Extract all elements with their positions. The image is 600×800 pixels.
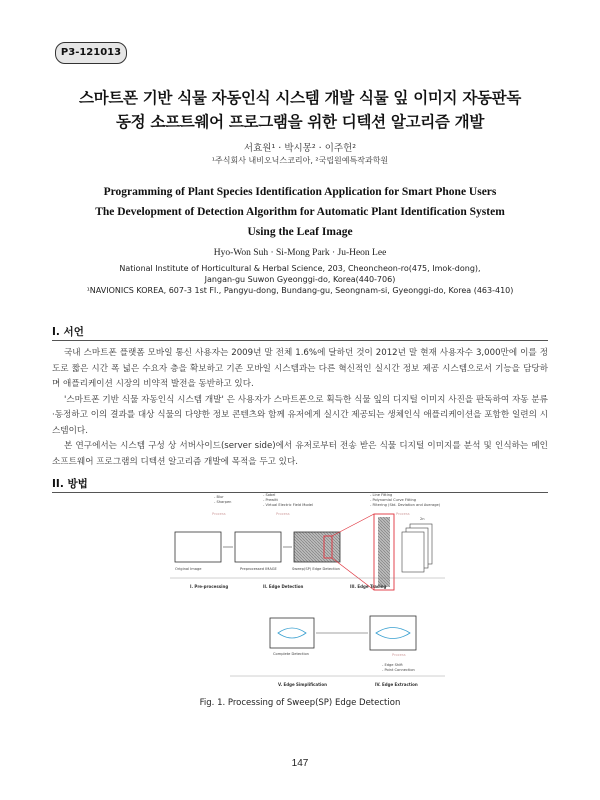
stack-page-1 [402, 532, 424, 572]
korean-title-line2: 동정 소프트웨어 프로그램을 위한 디텍션 알고리즘 개발 [115, 112, 485, 131]
stage-edge-extraction: IV. Edge Extraction [375, 682, 418, 687]
section-1-body [52, 346, 548, 470]
stage-edge-simplification: V. Edge Simplification [278, 682, 327, 687]
stage-preprocessing: I. Pre-processing [190, 584, 229, 589]
note-sobel: - Sobel [263, 493, 276, 497]
english-title-line3: Using the Leaf Image [247, 226, 353, 238]
label-original-image: Original Image [175, 567, 202, 571]
label-complete-detection: Complete Detection [273, 652, 309, 656]
paper-code-badge: P3-121013 [55, 42, 127, 64]
paragraph-3: 본 연구에서는 시스템 구성 상 서버사이드(server side)에서 유저로부터 전송 받은 식물 디지털 이미지를 분석 및 인식하는 메인 소프트웨어 프로그램의 디텍션 알고리즘 개발에 목적을 두고 있다. [52, 441, 548, 467]
english-affiliation-2: Jangan-gu Suwon Gyeonggi-do, Korea(440-706) [204, 275, 396, 284]
stage-edge-detection: II. Edge Detection [263, 584, 304, 589]
note-edge-shift: - Edge Shift [382, 663, 403, 667]
note-prewitt: - Prewitt [263, 498, 278, 502]
paragraph-1: 국내 스마트폰 플랫폼 모바일 통신 사용자는 2009년 말 전체 1.6%에 달하던 것이 2012년 말 현재 사용자수 3,000만에 이를 정도로 짧은 시간 폭 넓은 수요자 층을 확보하고 기존 모바일 시스템과는 다른 혁신적인 실시간 정보 제공 시스템으로서 기능을 담당하며 애플리케이션 시장의 비약적 발전을 동반하고 있다. [52, 348, 548, 389]
english-title-line1: Programming of Plant Species Identification Application for Smart Phone Users [103, 186, 497, 198]
label-preprocessed: Preprocessed IMAGE [240, 567, 277, 571]
stage-edge-tracing: III. Edge Tracing [350, 584, 387, 589]
paragraph-2: '스마트폰 기반 식물 자동인식 시스템 개발' 은 사용자가 스마트폰으로 획득한 식물 잎의 디지털 이미지 사진을 판독하여 자동 분류·동정하고 이의 결과를 대상 식물의 다양한 정보 콘텐츠와 함께 유저에게 실시간 제공되는 생체인식 애플리케이션을 포함한 일련의 시스템이다. [52, 394, 548, 436]
note-poly-fitting: - Polynomial Curve Fitting [370, 498, 417, 502]
korean-affiliation: ¹주식회사 내비오닉스코리아, ²국립원예특작과학원 [211, 156, 389, 165]
process-label-1: Process [212, 512, 226, 516]
english-affiliation-1: National Institute of Horticultural & Herbal Science, 203, Cheoncheon-ro(475, Imok-dong), [119, 264, 481, 273]
note-point-connection: - Point Connection [382, 668, 415, 672]
english-authors: Hyo-Won Suh · Si-Mong Park · Ju-Heon Lee [213, 248, 387, 258]
complete-detection-box [270, 618, 314, 648]
original-image-box [175, 532, 221, 562]
label-sweep-detection: Sweep(SP) Edge Detection [292, 567, 340, 571]
sweep-detection-box [294, 532, 340, 562]
edge-extraction-box [370, 616, 416, 650]
stack-label: 2n [420, 517, 425, 521]
korean-title-line1: 스마트폰 기반 식물 자동인식 시스템 개발 식물 잎 이미지 자동판독 [78, 88, 522, 107]
english-affiliation-3: ¹NAVIONICS KOREA, 607-3 1st Fl., Pangyu-dong, Bundang-gu, Seongnam-si, Gyeonggi-do, Korea (463-410) [86, 286, 514, 295]
note-sharpen: - Sharpen [214, 500, 232, 504]
note-vefm: - Virtual Electric Field Model [263, 503, 314, 507]
english-title-line2: The Development of Detection Algorithm for Automatic Plant Identification System [95, 206, 505, 218]
process-label-4: Process [392, 653, 406, 657]
zoom-hatch [378, 517, 390, 587]
section-1-heading: I. 서언 [52, 326, 84, 338]
process-label-3: Process [396, 512, 410, 516]
section-2-heading: II. 방법 [52, 478, 88, 490]
note-line-fitting: - Line Fitting [370, 493, 393, 497]
section-1-rule [52, 340, 548, 341]
note-blur: - Blur [214, 495, 224, 499]
process-label-2: Process [276, 512, 290, 516]
korean-authors: 서효원¹ · 박시몽² · 이주헌² [243, 143, 357, 154]
figure-caption: Fig. 1. Processing of Sweep(SP) Edge Detection [199, 698, 401, 708]
preprocessed-image-box [235, 532, 281, 562]
edge-detection-figure [170, 490, 450, 690]
note-filtering: - Filtering (Std. Deviation and Average) [370, 503, 441, 507]
page-number: 147 [291, 758, 309, 769]
